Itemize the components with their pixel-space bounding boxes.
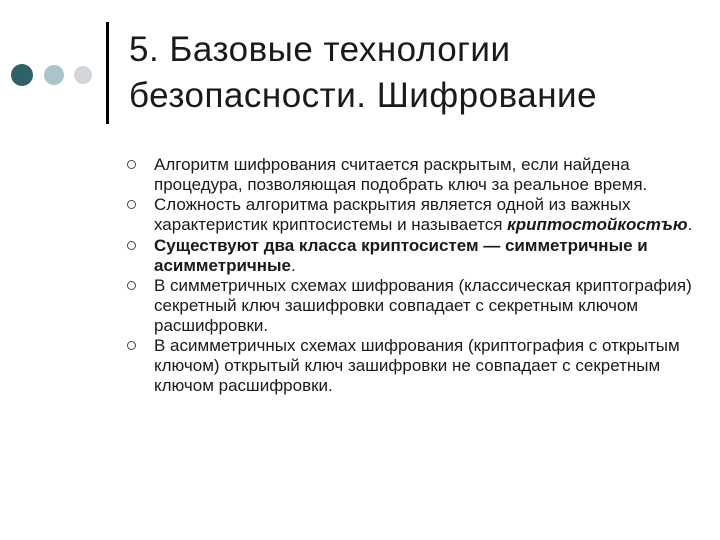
bullet-text: Алгоритм шифрования считается раскрытым, если найдена процедура, позволяющая подобрать ключ за реальное время.	[154, 155, 648, 194]
bullet-item	[127, 236, 702, 275]
bullet-bold-text: Существуют два класса криптосистем — симметричные и асимметричные	[154, 235, 648, 275]
circle-bullet-icon	[127, 281, 136, 290]
light-dot-icon	[74, 66, 92, 84]
bullet-item	[127, 195, 702, 234]
bullet-text: Сложность алгоритма раскрытия является одной из важных характеристик криптосистемы и называется	[154, 195, 631, 235]
title-divider	[106, 22, 109, 124]
circle-bullet-icon	[127, 241, 136, 250]
bullet-text: В асимметричных схемах шифрования (криптография с открытым ключом) открытый ключ зашифровки не совпадает с секретным ключом расшифровки.	[154, 336, 680, 395]
bullet-text-end: .	[687, 215, 693, 235]
bullet-item	[127, 276, 702, 335]
title-line-1: 5. Базовые технологии	[129, 30, 511, 69]
slide-title	[129, 27, 699, 119]
bullet-text-end: .	[291, 255, 296, 275]
circle-bullet-icon	[127, 200, 136, 209]
mid-dot-icon	[44, 65, 64, 85]
circle-bullet-icon	[127, 160, 136, 169]
bullet-item	[127, 336, 702, 395]
dark-dot-icon	[11, 64, 33, 86]
circle-bullet-icon	[127, 341, 136, 350]
term-emphasis: криптостойкостъю	[507, 215, 688, 235]
decorative-dots	[11, 64, 97, 88]
bullet-list	[127, 155, 702, 396]
title-line-2: безопасности. Шифрование	[129, 76, 598, 115]
bullet-text: В симметричных схемах шифрования (классическая криптография) секретный ключ зашифровки совпадает с секретным ключом расшифровки.	[154, 276, 692, 335]
bullet-item	[127, 155, 702, 194]
